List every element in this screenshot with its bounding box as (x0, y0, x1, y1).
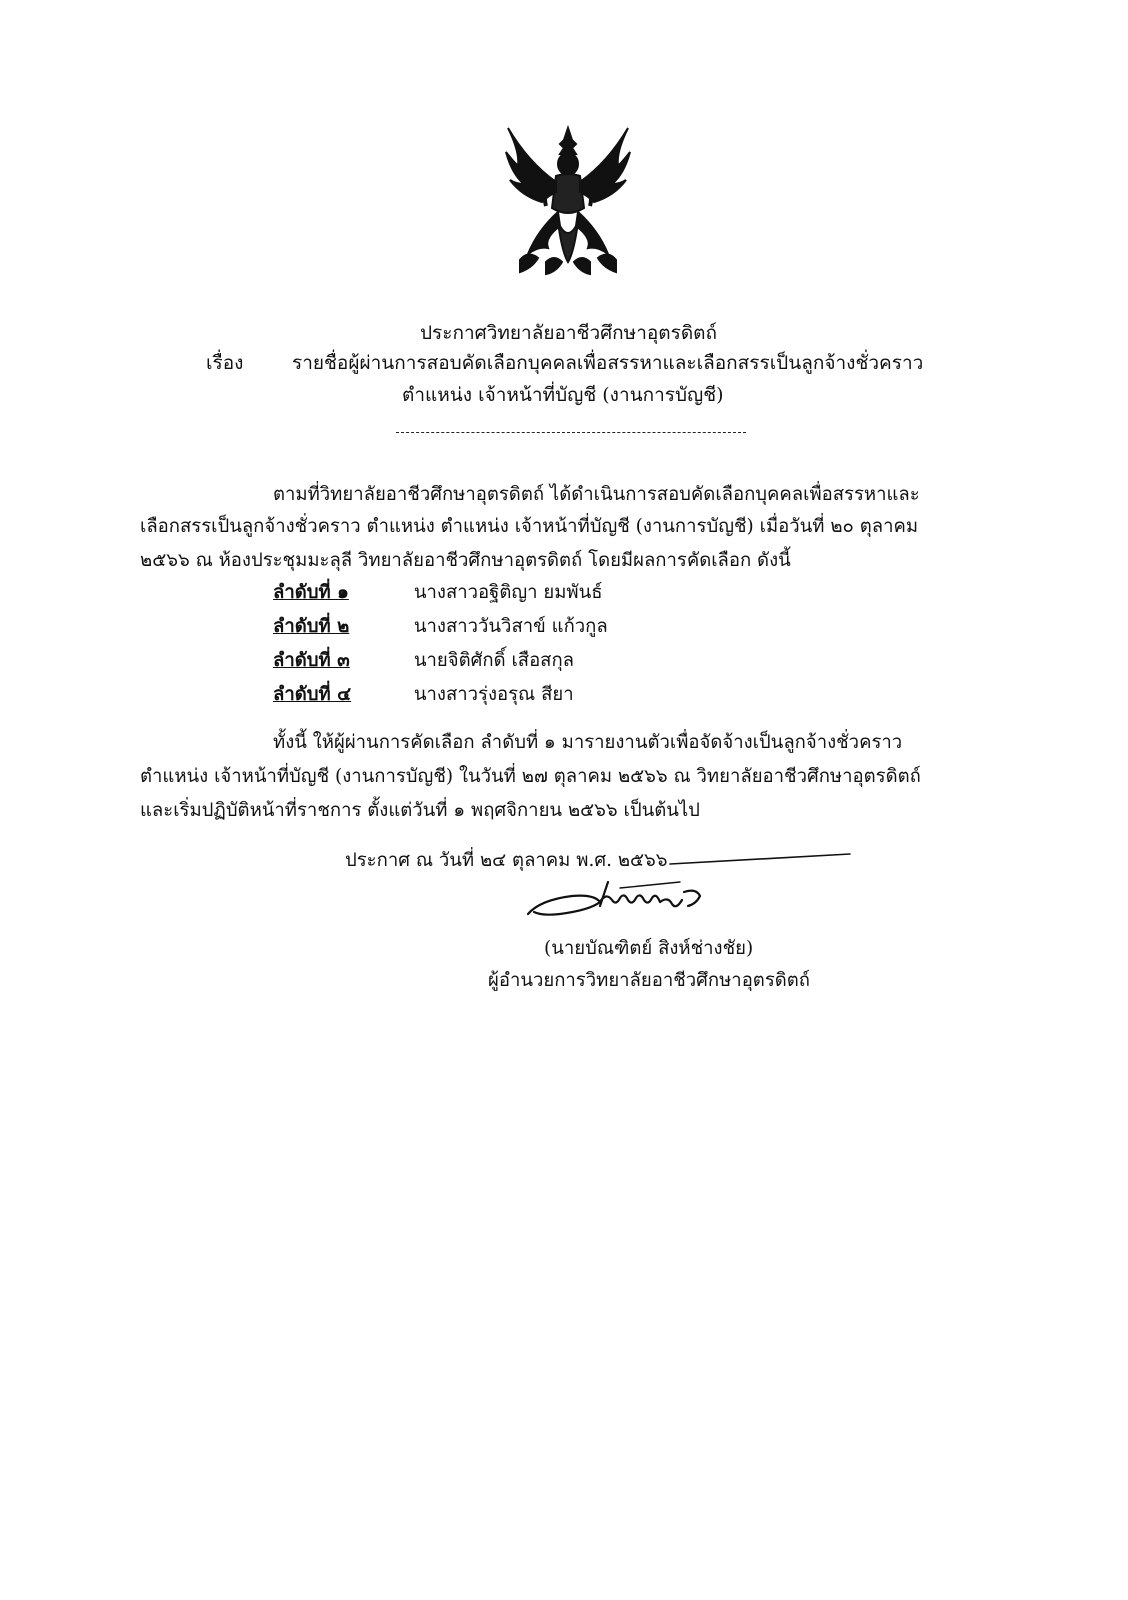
paragraph-2-line-1: ทั้งนี้ ให้ผู้ผ่านการคัดเลือก ลำดับที่ ๑ มารายงานตัวเพื่อจัดจ้างเป็นลูกจ้างชั่วคราว (273, 732, 903, 753)
rank-label: ลำดับที่ ๑ (273, 582, 349, 603)
rank-name: นางสาวรุ่งอรุณ สียา (413, 684, 574, 705)
paragraph-1-line-1: ตามที่วิทยาลัยอาชีวศึกษาอุตรดิตถ์ ได้ดำเนินการสอบคัดเลือกบุคคลเพื่อสรรหาและ (273, 484, 920, 505)
rank-label: ลำดับที่ ๒ (273, 616, 350, 637)
paragraph-2-line-3: และเริ่มปฏิบัติหน้าที่ราชการ ตั้งแต่วันที่ ๑ พฤศจิกายน ๒๕๖๖ เป็นต้นไป (140, 800, 700, 821)
subject-label: เรื่อง (206, 352, 244, 374)
list-item (273, 578, 603, 607)
signature-icon (520, 852, 860, 932)
signer-title: ผู้อำนวยการวิทยาลัยอาชีวศึกษาอุตรดิตถ์ (488, 970, 810, 991)
list-item (273, 646, 574, 675)
rank-label: ลำดับที่ ๔ (273, 684, 352, 705)
list-item (273, 680, 574, 709)
rank-label: ลำดับที่ ๓ (273, 650, 350, 671)
paragraph-2-line-2: ตำแหน่ง เจ้าหน้าที่บัญชี (งานการบัญชี) ในวันที่ ๒๗ ตุลาคม ๒๕๖๖ ณ วิทยาลัยอาชีวศึกษาอุตรดิตถ์ (140, 766, 921, 787)
rank-name: นายจิติศักดิ์ เสือสกุล (413, 650, 575, 671)
signer-name: (นายบัณฑิตย์ สิงห์ช่างชัย) (544, 938, 754, 959)
paragraph-1-line-3: ๒๕๖๖ ณ ห้องประชุมมะลุลี วิทยาลัยอาชีวศึกษาอุตรดิตถ์ โดยมีผลการคัดเลือก ดังนี้ (140, 550, 791, 571)
garuda-emblem-icon (498, 122, 638, 282)
announcement-date: ประกาศ ณ วันที่ ๒๔ ตุลาคม พ.ศ. ๒๕๖๖ (345, 850, 668, 871)
header-divider (396, 432, 746, 433)
rank-name: นางสาววันวิสาข์ แก้วกูล (413, 616, 608, 637)
list-item (273, 612, 608, 641)
paragraph-1-line-2: เลือกสรรเป็นลูกจ้างชั่วคราว ตำแหน่ง ตำแหน่ง เจ้าหน้าที่บัญชี (งานการบัญชี) เมื่อวันที่ ๒๐ ตุลาคม (140, 516, 919, 537)
rank-name: นางสาวอฐิติญา ยมพันธ์ (413, 582, 603, 603)
subject-text: รายชื่อผู้ผ่านการสอบคัดเลือกบุคคลเพื่อสรรหาและเลือกสรรเป็นลูกจ้างชั่วคราว (292, 352, 924, 374)
announcement-title: ประกาศวิทยาลัยอาชีวศึกษาอุตรดิตถ์ (420, 322, 718, 344)
position-line: ตำแหน่ง เจ้าหน้าที่บัญชี (งานการบัญชี) (402, 384, 724, 406)
